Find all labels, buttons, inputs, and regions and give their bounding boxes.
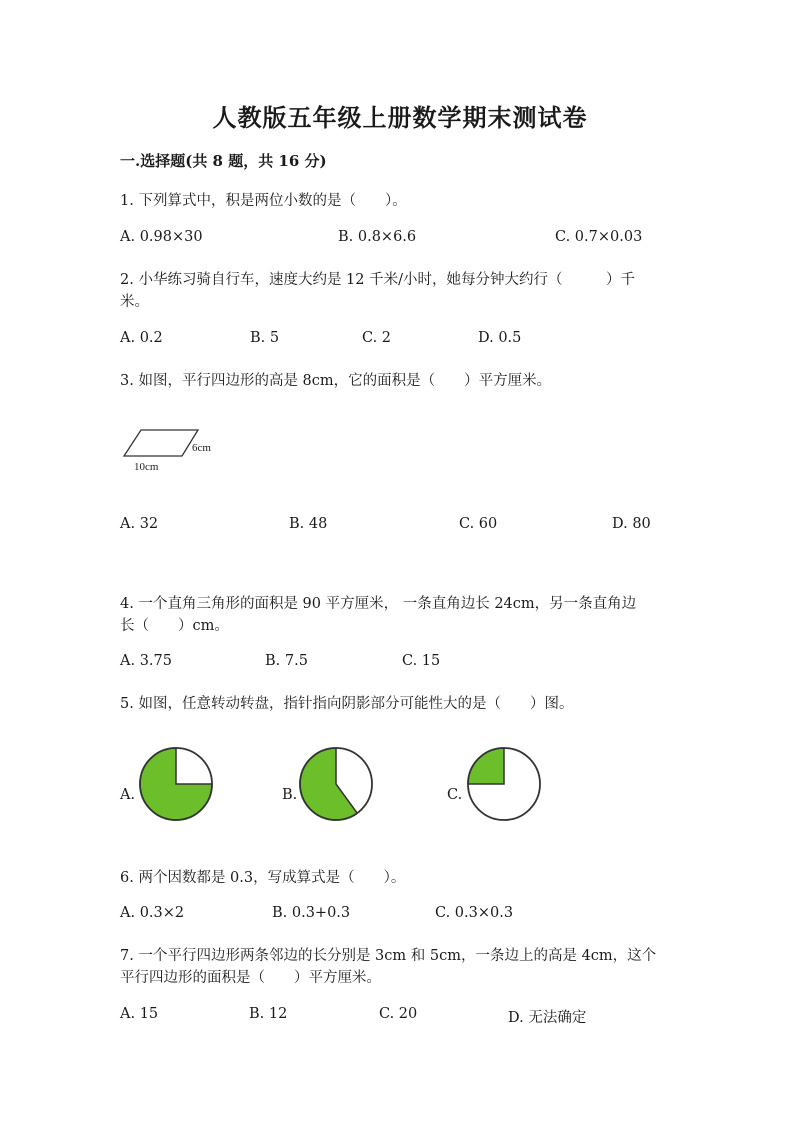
question-2-text-line-2: 米。 bbox=[120, 294, 149, 310]
q7-option-a[interactable]: A. 15 bbox=[120, 1006, 159, 1022]
q1-option-a[interactable]: A. 0.98×30 bbox=[120, 229, 203, 245]
parallelogram-side-label: 6cm bbox=[192, 442, 211, 454]
q7-option-b[interactable]: B. 12 bbox=[249, 1006, 288, 1022]
question-6-text: 6. 两个因数都是 0.3，写成算式是（ ）。 bbox=[120, 870, 406, 886]
question-7-text-line-2: 平行四边形的面积是（ ）平方厘米。 bbox=[120, 970, 381, 986]
q7-option-c[interactable]: C. 20 bbox=[379, 1006, 418, 1022]
spinner-a[interactable] bbox=[138, 746, 214, 822]
q6-option-a[interactable]: A. 0.3×2 bbox=[120, 905, 185, 921]
spinner-b[interactable] bbox=[298, 746, 374, 822]
q1-option-c[interactable]: C. 0.7×0.03 bbox=[555, 229, 643, 245]
q6-option-b[interactable]: B. 0.3+0.3 bbox=[272, 905, 351, 921]
question-5-text: 5. 如图，任意转动转盘，指针指向阴影部分可能性大的是（ ）图。 bbox=[120, 696, 574, 712]
question-1-text: 1. 下列算式中，积是两位小数的是（ ）。 bbox=[120, 193, 407, 209]
q3-option-d[interactable]: D. 80 bbox=[612, 516, 651, 532]
q3-option-b[interactable]: B. 48 bbox=[289, 516, 328, 532]
q1-option-b[interactable]: B. 0.8×6.6 bbox=[338, 229, 417, 245]
parallelogram-shape bbox=[124, 430, 198, 456]
q4-option-a[interactable]: A. 3.75 bbox=[120, 653, 172, 669]
q7-option-d[interactable]: D. 无法确定 bbox=[508, 1010, 587, 1026]
spinner-a-label[interactable]: A. bbox=[120, 787, 136, 803]
q3-option-c[interactable]: C. 60 bbox=[459, 516, 498, 532]
spinner-c[interactable] bbox=[466, 746, 542, 822]
question-4-text-line-1: 4. 一个直角三角形的面积是 90 平方厘米， 一条直角边长 24cm，另一条直角边 bbox=[120, 596, 637, 612]
q2-option-b[interactable]: B. 5 bbox=[250, 330, 280, 346]
page-title: 人教版五年级上册数学期末测试卷 bbox=[212, 103, 588, 132]
parallelogram-base-label: 10cm bbox=[134, 461, 159, 473]
q2-option-a[interactable]: A. 0.2 bbox=[120, 330, 163, 346]
q2-option-d[interactable]: D. 0.5 bbox=[478, 330, 522, 346]
spinner-c-label[interactable]: C. bbox=[447, 787, 463, 803]
q4-option-c[interactable]: C. 15 bbox=[402, 653, 441, 669]
parallelogram-figure bbox=[118, 425, 228, 475]
q3-option-a[interactable]: A. 32 bbox=[120, 516, 159, 532]
question-7-text-line-1: 7. 一个平行四边形两条邻边的长分别是 3cm 和 5cm，一条边上的高是 4cm，这个 bbox=[120, 948, 657, 964]
q4-option-b[interactable]: B. 7.5 bbox=[265, 653, 308, 669]
q6-option-c[interactable]: C. 0.3×0.3 bbox=[435, 905, 514, 921]
question-2-text-line-1: 2. 小华练习骑自行车，速度大约是 12 千米/小时，她每分钟大约行（ ）千 bbox=[120, 272, 635, 288]
section-heading: 一.选择题(共 8 题，共 16 分) bbox=[120, 152, 327, 170]
spinner-b-label[interactable]: B. bbox=[282, 787, 298, 803]
question-4-text-line-2: 长（ ）cm。 bbox=[120, 618, 229, 634]
q2-option-c[interactable]: C. 2 bbox=[362, 330, 392, 346]
question-3-text: 3. 如图，平行四边形的高是 8cm，它的面积是（ ）平方厘米。 bbox=[120, 373, 552, 389]
